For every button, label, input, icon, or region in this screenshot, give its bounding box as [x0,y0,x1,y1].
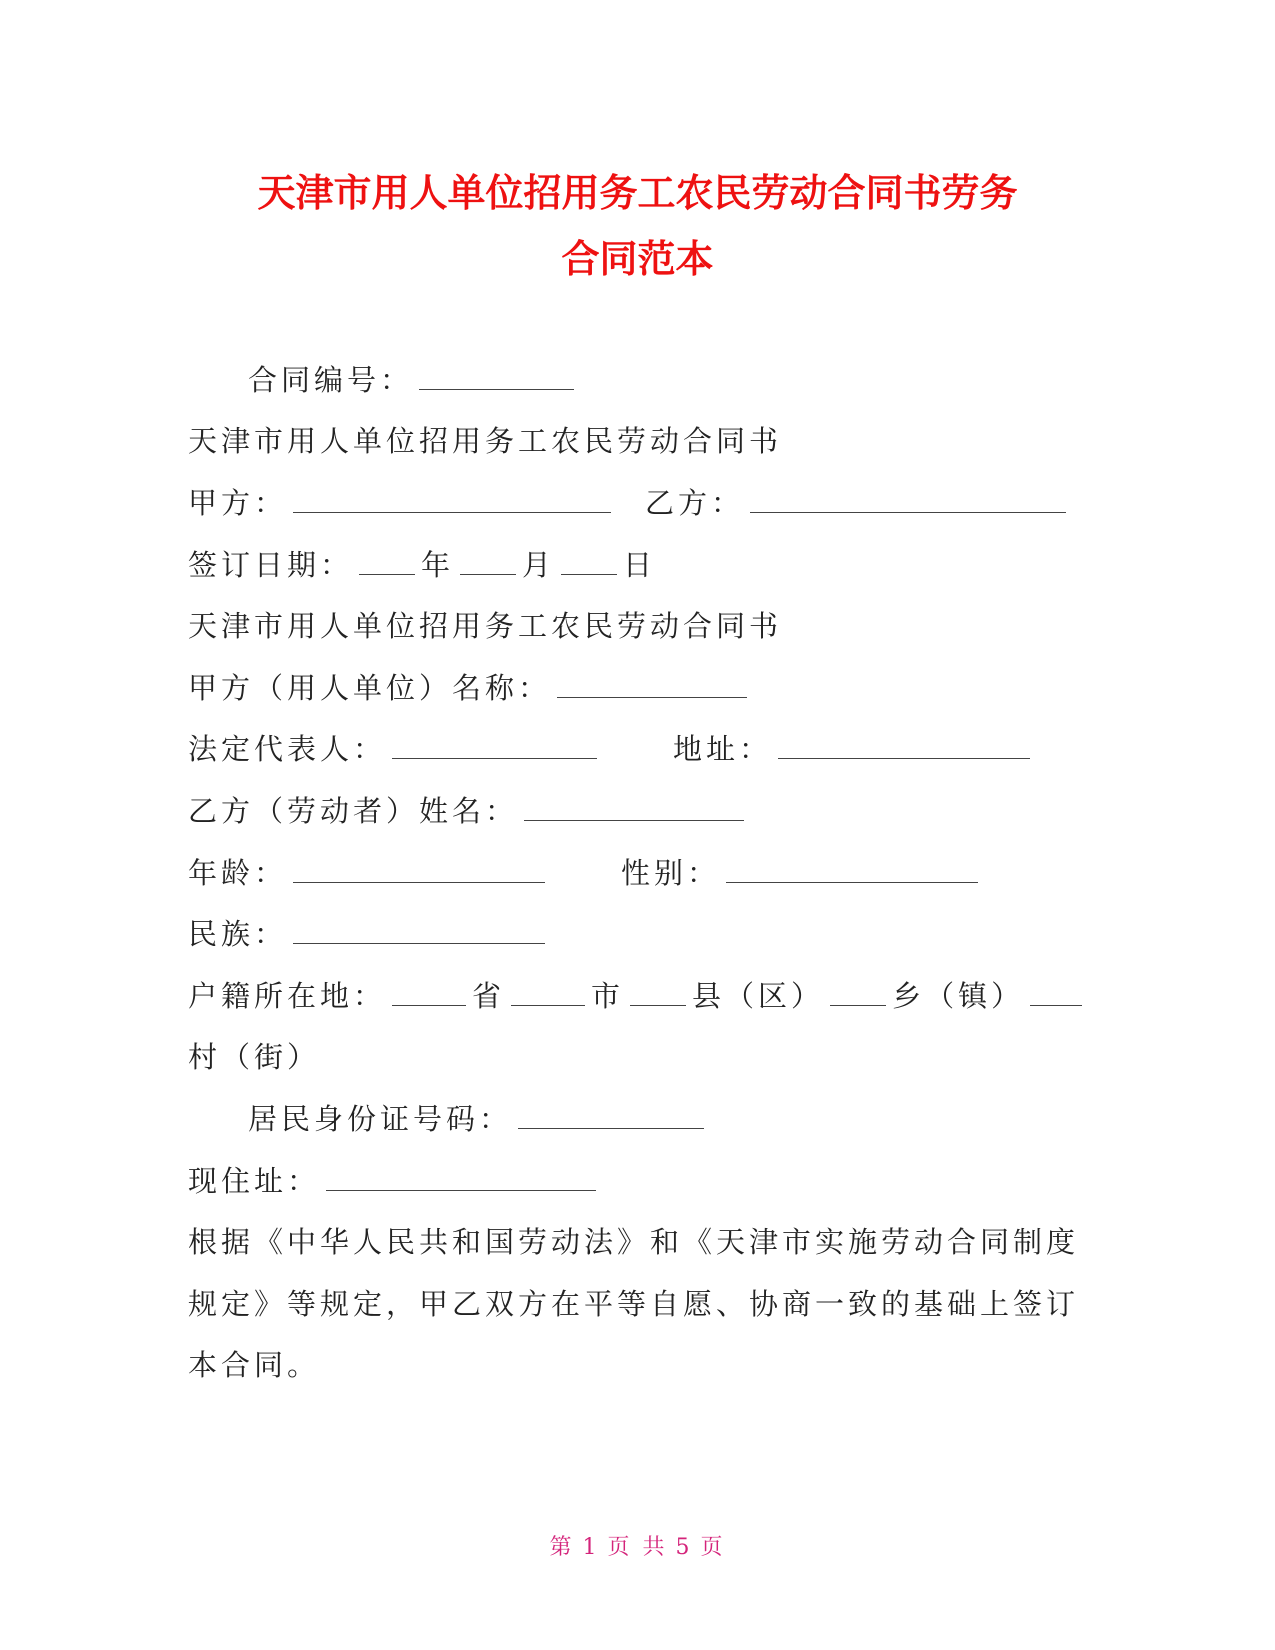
sign-date-row [188,545,656,585]
gender-label: 性别： [621,856,721,890]
ethnicity-row [188,914,551,954]
gender-blank[interactable] [726,860,978,883]
worker-name-row [188,791,750,831]
city-blank[interactable] [511,983,585,1006]
page-suffix: 页 [700,1535,726,1560]
heading-2: 天津市用人单位招用务工农民劳动合同书 [188,609,783,643]
paragraph-line-1: 根据《中华人民共和国劳动法》和《天津市实施劳动合同制度 [188,1225,1080,1259]
county-unit: 县（区） [692,979,825,1013]
legal-rep-row [188,729,1036,769]
village-row: 村（街） [188,1040,321,1074]
parties-row [188,483,1072,523]
age-blank[interactable] [293,860,545,883]
page-footer [0,1530,1275,1561]
document-title-line-2: 合同范本 [561,237,714,281]
party-b-label: 乙方： [645,486,745,520]
page-prefix: 第 [549,1535,575,1560]
id-number-label: 居民身份证号码： [248,1102,513,1136]
current-address-label: 现住址： [188,1164,321,1198]
city-unit: 市 [591,979,625,1013]
sign-day-blank[interactable] [561,552,617,575]
township-unit: 乡（镇） [892,979,1025,1013]
address-label: 地址： [673,732,773,766]
age-label: 年龄： [188,856,288,890]
household-row [188,976,1088,1016]
employer-name-blank[interactable] [557,675,747,698]
worker-name-label: 乙方（劳动者）姓名： [188,794,519,828]
party-a-blank[interactable] [293,490,611,513]
ethnicity-label: 民族： [188,917,288,951]
party-a-label: 甲方： [188,486,288,520]
party-b-blank[interactable] [750,490,1066,513]
page-mid: 页 共 [607,1535,668,1560]
heading-1: 天津市用人单位招用务工农民劳动合同书 [188,424,783,458]
province-blank[interactable] [392,983,466,1006]
address-blank[interactable] [778,736,1030,759]
sign-date-label: 签订日期： [188,548,354,582]
id-number-row [248,1099,710,1139]
page-total: 5 [675,1535,693,1560]
age-gender-row [188,853,984,893]
legal-rep-label: 法定代表人： [188,732,387,766]
contract-number-label: 合同编号： [248,363,414,397]
township-blank[interactable] [830,983,886,1006]
ethnicity-blank[interactable] [293,921,545,944]
document-title-line-1: 天津市用人单位招用务工农民劳动合同书劳务 [257,171,1018,215]
sign-year-blank[interactable] [359,552,415,575]
id-number-blank[interactable] [518,1106,704,1129]
day-unit: 日 [623,548,657,582]
county-blank[interactable] [630,983,686,1006]
year-unit: 年 [421,548,455,582]
paragraph-line-2: 规定》等规定，甲乙双方在平等自愿、协商一致的基础上签订 [188,1287,1080,1321]
contract-number-row [248,360,580,400]
employer-name-label: 甲方（用人单位）名称： [188,671,552,705]
paragraph-line-3: 本合同。 [188,1348,321,1382]
employer-name-row [188,668,753,708]
worker-name-blank[interactable] [524,798,744,821]
legal-rep-blank[interactable] [392,736,597,759]
household-label: 户籍所在地： [188,979,387,1013]
sign-month-blank[interactable] [460,552,516,575]
province-unit: 省 [472,979,506,1013]
contract-number-blank[interactable] [419,367,574,390]
month-unit: 月 [522,548,556,582]
current-address-row [188,1161,602,1201]
page-number: 1 [582,1535,600,1560]
current-address-blank[interactable] [326,1168,596,1191]
village-blank[interactable] [1030,983,1082,1006]
